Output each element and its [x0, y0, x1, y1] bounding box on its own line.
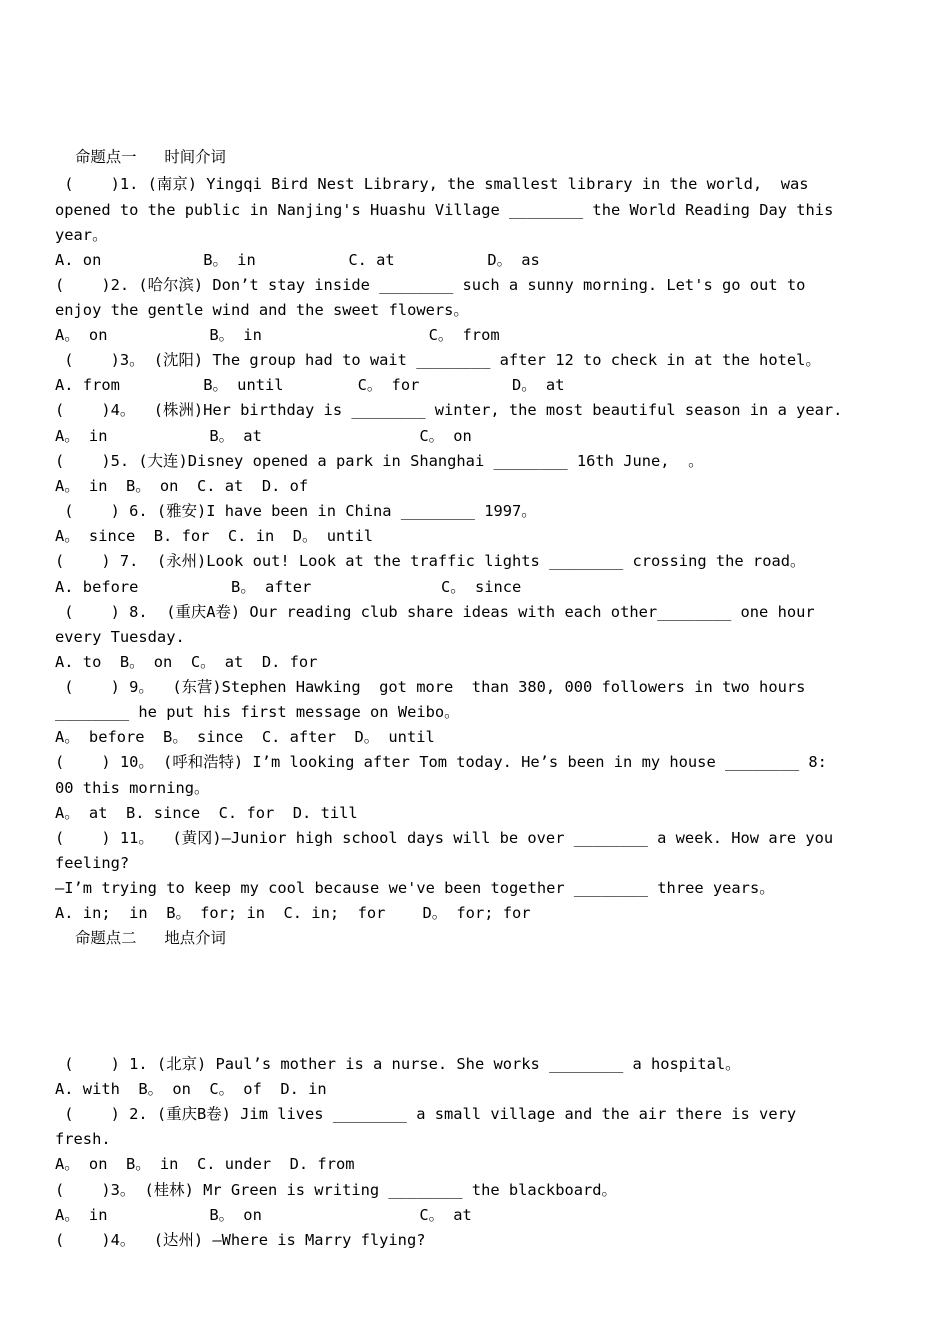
question-line: ( )4。 (达州) —Where is Marry flying? — [55, 1231, 426, 1249]
question-line: ( ) 2. (重庆B卷) Jim lives ________ a small village and the air there is very — [55, 1105, 797, 1123]
section-heading-time-prepositions: 命题点一 时间介词 — [75, 148, 226, 166]
question-line: opened to the public in Nanjing's Huashu Village ________ the World Reading Day this — [55, 201, 834, 219]
answer-options: A。 in B。 on C. at D. of — [55, 477, 309, 495]
answer-options: A。 at B. since C. for D. till — [55, 804, 358, 822]
answer-options: A。 in B。 at C。 on — [55, 427, 472, 445]
question-line: ( )5. (大连)Disney opened a park in Shanghai ________ 16th June, 。 — [55, 452, 704, 470]
question-line: ( ) 11。 (黄冈)—Junior high school days will be over ________ a week. How are you — [55, 829, 834, 847]
answer-options: A。 before B。 since C. after D。 until — [55, 728, 435, 746]
answer-options: A。 in B。 on C。 at — [55, 1206, 472, 1224]
question-line: ________ he put his first message on Weibo。 — [55, 703, 460, 721]
question-line: ( ) 7. (永州)Look out! Look at the traffic lights ________ crossing the road。 — [55, 552, 806, 570]
question-line: every Tuesday. — [55, 628, 185, 646]
question-line: ( )3。 (桂林) Mr Green is writing ________ the blackboard。 — [55, 1181, 617, 1199]
answer-options: A. from B。 until C。 for D。 at — [55, 376, 565, 394]
question-line: ( )2. (哈尔滨) Don’t stay inside ________ such a sunny morning. Let's go out to — [55, 276, 806, 294]
question-line: ( )4。 (株洲)Her birthday is ________ winter, the most beautiful season in a year. — [55, 401, 843, 419]
question-line: enjoy the gentle wind and the sweet flowers。 — [55, 301, 469, 319]
question-line: fresh. — [55, 1130, 111, 1148]
question-line: ( ) 9。 (东营)Stephen Hawking got more than 380, 000 followers in two hours — [55, 678, 806, 696]
question-line: 00 this morning。 — [55, 779, 210, 797]
question-line: ( ) 8. (重庆A卷) Our reading club share ideas with each other________ one hour — [55, 603, 815, 621]
question-line: —I’m trying to keep my cool because we've been together ________ three years。 — [55, 879, 775, 897]
section-heading-place-prepositions: 命题点二 地点介词 — [75, 929, 226, 947]
question-line: year。 — [55, 226, 108, 244]
question-line: ( ) 6. (雅安)I have been in China ________ 1997。 — [55, 502, 537, 520]
question-line: ( ) 1. (北京) Paul’s mother is a nurse. She works ________ a hospital。 — [55, 1055, 741, 1073]
answer-options: A。 on B。 in C. under D. from — [55, 1155, 355, 1173]
question-line: ( )3。 (沈阳) The group had to wait ________ after 12 to check in at the hotel。 — [55, 351, 821, 369]
answer-options: A. before B。 after C。 since — [55, 578, 522, 596]
answer-options: A. on B。 in C. at D。 as — [55, 251, 540, 269]
question-line: ( )1. (南京) Yingqi Bird Nest Library, the smallest library in the world, was — [55, 175, 809, 193]
question-line: ( ) 10。 (呼和浩特) I’m looking after Tom today. He’s been in my house ________ 8: — [55, 753, 827, 771]
answer-options: A. to B。 on C。 at D. for — [55, 653, 318, 671]
answer-options: A. with B。 on C。 of D. in — [55, 1080, 327, 1098]
question-line: feeling? — [55, 854, 130, 872]
answer-options: A. in; in B。 for; in C. in; for D。 for; for — [55, 904, 531, 922]
answer-options: A。 on B。 in C。 from — [55, 326, 500, 344]
answer-options: A。 since B. for C. in D。 until — [55, 527, 374, 545]
